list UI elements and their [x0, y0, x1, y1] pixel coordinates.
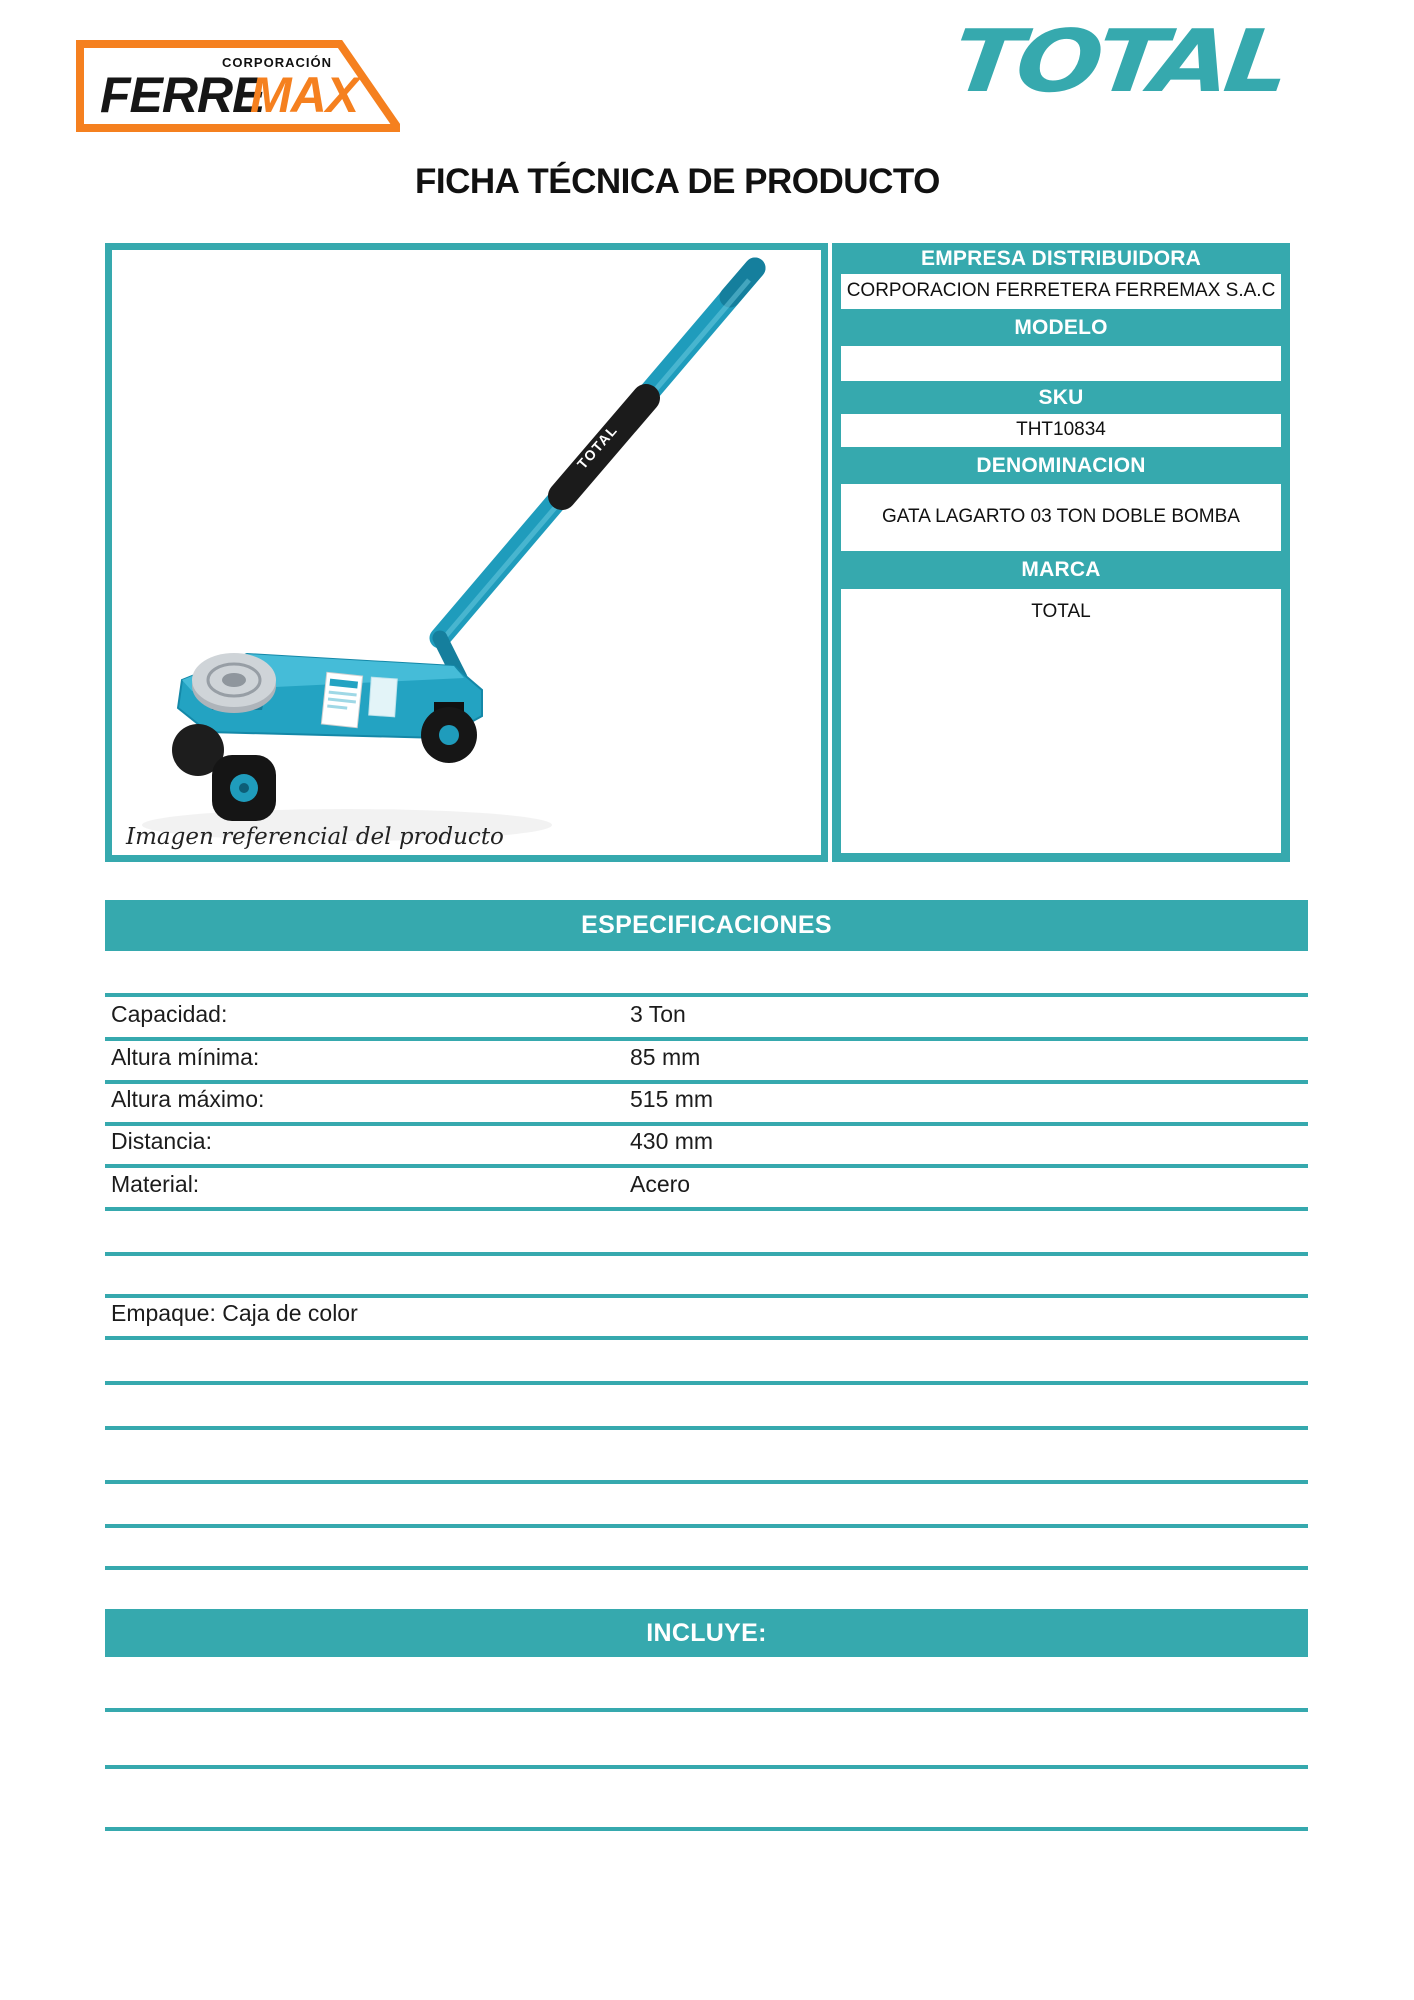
ruled-line — [105, 1037, 1308, 1041]
ruled-line — [105, 1381, 1308, 1385]
ferremax-wordmark-black: FERRE — [100, 67, 265, 123]
ruled-line — [105, 1708, 1308, 1712]
jack-caster-hub — [439, 725, 459, 745]
total-logo: TOTAL — [947, 12, 1291, 112]
ruled-line — [105, 993, 1308, 997]
ruled-line — [105, 1207, 1308, 1211]
panel-value-sku: THT10834 — [841, 414, 1281, 447]
panel-header-empresa: EMPRESA DISTRIBUIDORA — [921, 246, 1201, 270]
spec-value: 430 mm — [630, 1128, 714, 1154]
product-image — [112, 250, 821, 855]
jack-handle-brand-label: TOTAL — [573, 421, 621, 472]
page-title: FICHA TÉCNICA DE PRODUCTO — [415, 162, 940, 201]
jack-label-sticker-small — [369, 677, 398, 717]
ruled-line — [105, 1336, 1308, 1340]
ruled-line — [105, 1164, 1308, 1168]
spec-row-altura-minima — [105, 1044, 1308, 1078]
spec-row-altura-maximo — [105, 1086, 1308, 1120]
spec-row-capacidad — [105, 1001, 1308, 1035]
panel-value-denominacion: GATA LAGARTO 03 TON DOBLE BOMBA — [841, 484, 1281, 551]
panel-value-marca: TOTAL — [841, 589, 1281, 853]
ruled-line — [105, 1524, 1308, 1528]
image-caption: Imagen referencial del producto — [126, 824, 504, 850]
spec-label: Distancia: — [111, 1128, 212, 1154]
ruled-line — [105, 1122, 1308, 1126]
product-image-box — [105, 243, 828, 862]
spec-label: Material: — [111, 1171, 200, 1197]
ruled-line — [105, 1426, 1308, 1430]
panel-header-modelo: MODELO — [1014, 315, 1108, 339]
spec-label: Capacidad: — [111, 1001, 228, 1027]
spec-value: 515 mm — [630, 1086, 714, 1112]
ferremax-logo — [60, 30, 400, 140]
packaging-note: Empaque: Caja de color — [111, 1300, 358, 1326]
ruled-line — [105, 1566, 1308, 1570]
panel-value-empresa: CORPORACION FERRETERA FERREMAX S.A.C — [841, 274, 1281, 309]
spec-value: 3 Ton — [630, 1001, 686, 1027]
specifications-banner: ESPECIFICACIONES — [105, 900, 1308, 951]
ruled-line — [105, 1252, 1308, 1256]
spec-label: Altura mínima: — [111, 1044, 260, 1070]
ruled-line — [105, 1294, 1308, 1298]
ruled-line — [105, 1080, 1308, 1084]
ruled-line — [105, 1827, 1308, 1831]
ruled-line — [105, 1765, 1308, 1769]
ferremax-wordmark-orange: MAX — [250, 67, 359, 123]
panel-header-sku: SKU — [1038, 385, 1084, 409]
ferremax-corporation-label: CORPORACIÓN — [222, 55, 332, 70]
spec-row-material — [105, 1171, 1308, 1205]
panel-header-denominacion: DENOMINACION — [976, 453, 1146, 477]
product-info-panel — [832, 243, 1290, 862]
spec-label: Altura máximo: — [111, 1086, 265, 1112]
spec-value: 85 mm — [630, 1044, 701, 1070]
jack-label-sticker — [321, 672, 362, 727]
panel-header-marca: MARCA — [1021, 558, 1101, 581]
spec-row-distancia — [105, 1128, 1308, 1162]
spec-row-empaque — [105, 1300, 1308, 1334]
includes-banner: INCLUYE: — [105, 1609, 1308, 1657]
jack-handle-tip — [730, 268, 755, 297]
panel-value-modelo — [841, 346, 1281, 381]
spec-value: Acero — [630, 1171, 691, 1197]
jack-front-wheel-axle — [239, 783, 249, 793]
ruled-line — [105, 1480, 1308, 1484]
jack-saddle-center — [222, 673, 246, 687]
